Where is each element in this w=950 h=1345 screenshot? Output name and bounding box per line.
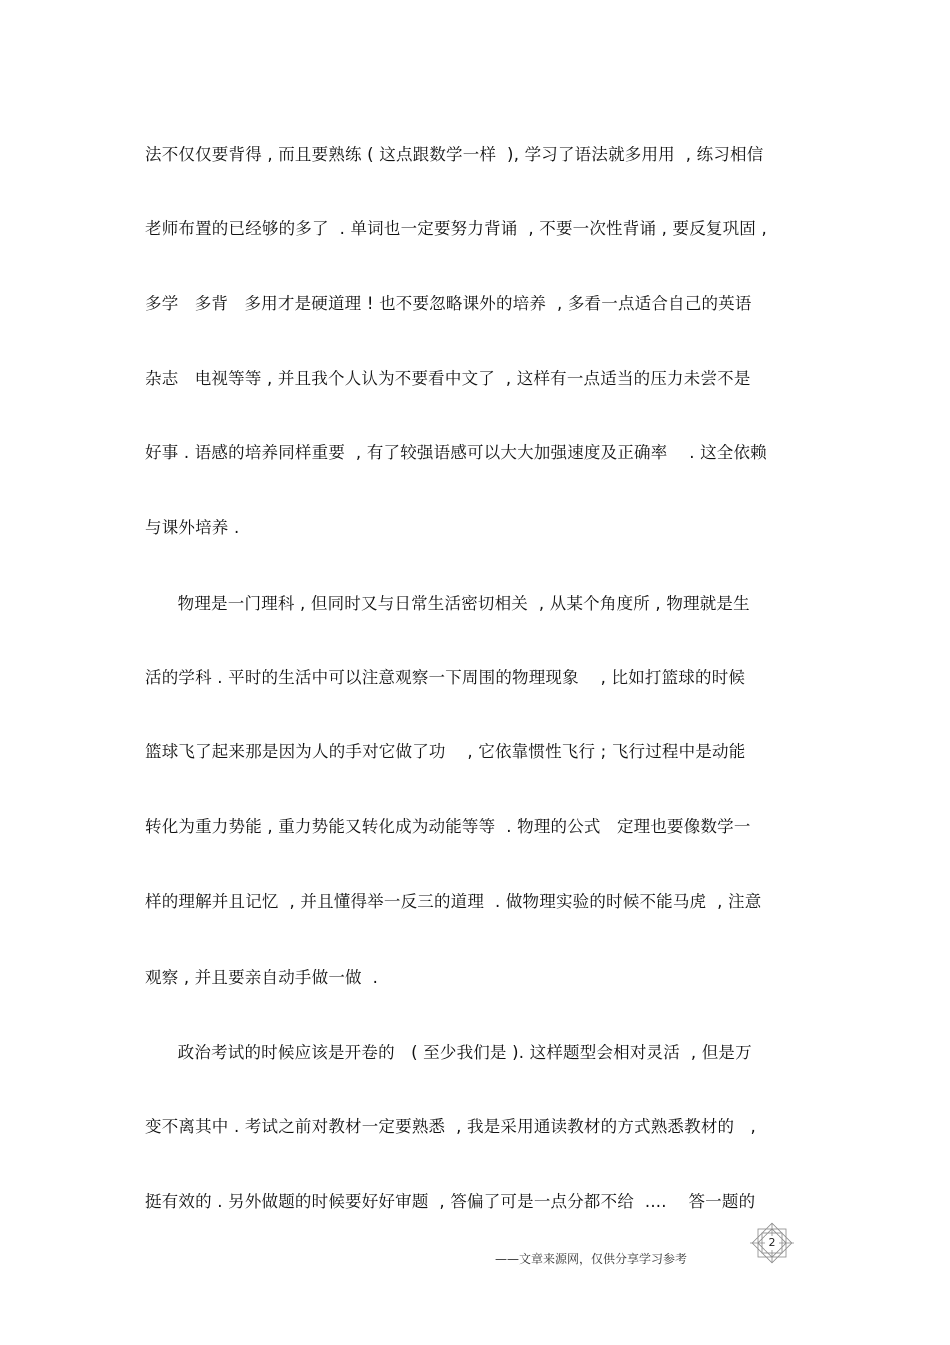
text-line: 多学 多背 多用才是硬道理 ! 也不要忽略课外的培养 , 多看一点适合自己的英语 [145,294,752,313]
text-line: 好事 . 语感的培养同样重要 , 有了较强语感可以大大加强速度及正确率 . 这全依赖 [145,443,767,462]
text-line: 活的学科 . 平时的生活中可以注意观察一下周围的物理现象 , 比如打篮球的时候 [145,668,746,687]
page-number-badge [748,1222,796,1264]
text-line: 政治考试的时候应该是开卷的 ( 至少我们是 ). 这样题型会相对灵活 , 但是万 [145,1043,752,1062]
text-line: 法不仅仅要背得 , 而且要熟练 ( 这点跟数学一样 ), 学习了语法就多用用 , 练习相信 [145,145,764,164]
text-line: 挺有效的 . 另外做题的时候要好好审题 , 答偏了可是一点分都不给 .... 答一题的 [145,1192,756,1211]
text-line: 样的理解并且记忆 , 并且懂得举一反三的道理 . 做物理实验的时候不能马虎 , 注意 [145,892,762,911]
page-number: 2 [768,1236,776,1249]
text-line: 与课外培养 . [145,518,240,537]
text-line: 物理是一门理科 , 但同时又与日常生活密切相关 , 从某个角度所 , 物理就是生 [145,594,750,613]
text-line: 变不离其中 . 考试之前对教材一定要熟悉 , 我是采用通读教材的方式熟悉教材的 , [145,1117,756,1136]
footer-note: ——文章来源网，仅供分享学习参考 [495,1252,688,1266]
text-line: 观察 , 并且要亲自动手做一做 . [145,968,379,987]
text-line: 转化为重力势能 , 重力势能又转化成为动能等等 . 物理的公式 定理也要像数学一 [145,817,751,836]
text-line: 老师布置的已经够的多了 . 单词也一定要努力背诵 , 不要一次性背诵 , 要反复巩固 , [145,219,767,238]
text-line: 篮球飞了起来那是因为人的手对它做了功 , 它依靠惯性飞行 ; 飞行过程中是动能 [145,742,746,761]
text-line: 杂志 电视等等 , 并且我个人认为不要看中文了 , 这样有一点适当的压力未尝不是 [145,369,751,388]
